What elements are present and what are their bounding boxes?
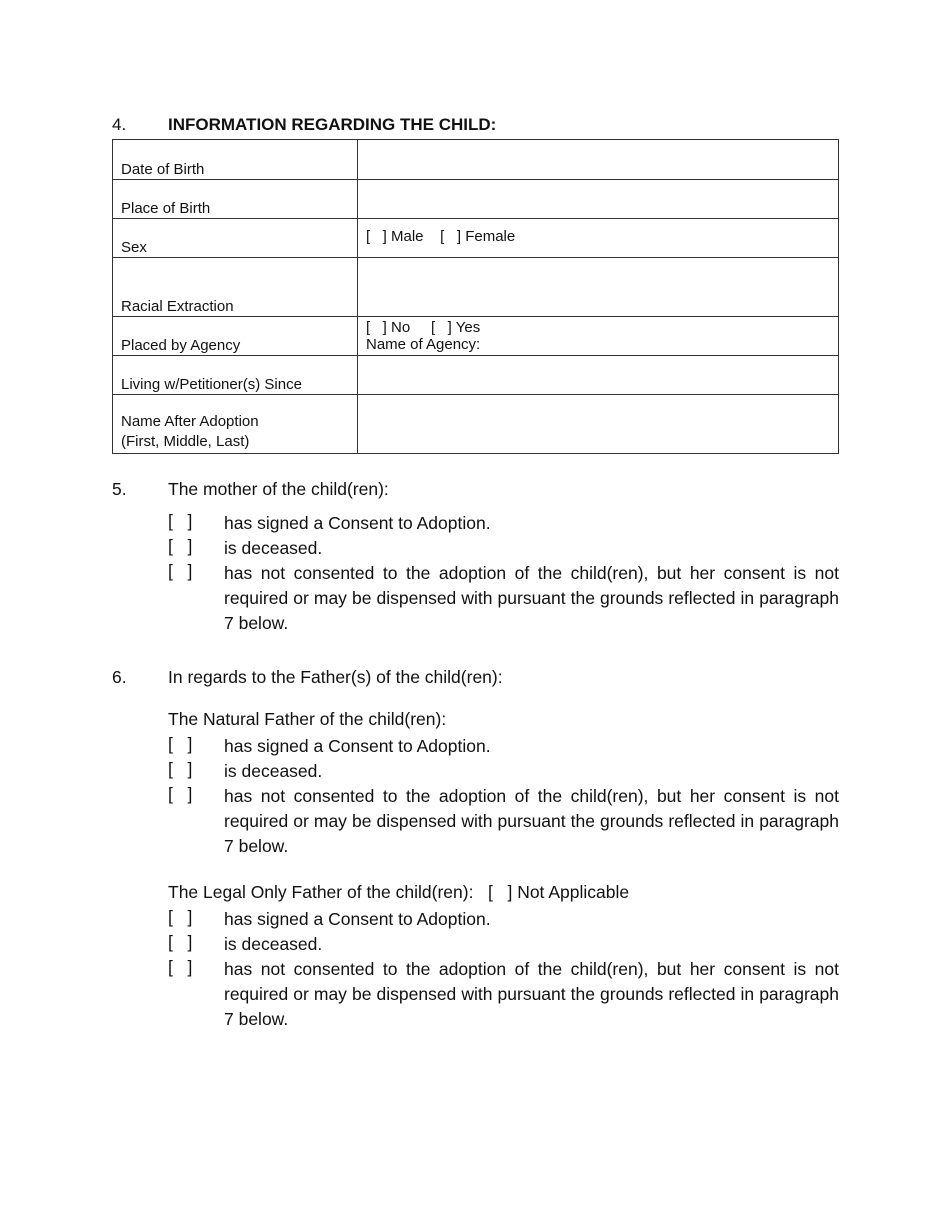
- living-since-field[interactable]: [358, 356, 839, 395]
- table-row: [113, 219, 839, 258]
- checkbox[interactable]: [ ]: [168, 561, 193, 581]
- table-row: [113, 395, 839, 454]
- checkbox[interactable]: [ ]: [168, 536, 193, 556]
- natural-father-heading: The Natural Father of the child(ren):: [168, 709, 447, 729]
- item-text: is deceased.: [224, 934, 323, 954]
- agency-options: [ ] No [ ] Yes: [366, 319, 481, 336]
- item-text: has not consented to the adoption of the child(ren), but her consent is not required or may be dispensed with pursuant the grounds reflected in paragraph 7 below.: [224, 563, 839, 633]
- item-text: is deceased.: [224, 538, 323, 558]
- name-after-adoption-field[interactable]: [358, 395, 839, 454]
- table-row: [113, 356, 839, 395]
- checkbox[interactable]: [ ]: [168, 734, 193, 754]
- section-number: 4.: [112, 115, 127, 134]
- section-6-number: 6.: [112, 667, 127, 687]
- item-text: is deceased.: [224, 761, 323, 781]
- checkbox[interactable]: [ ]: [168, 759, 193, 779]
- row-label: Placed by Agency: [113, 317, 358, 356]
- item-text: has signed a Consent to Adoption.: [224, 909, 491, 929]
- sex-field[interactable]: [358, 219, 839, 258]
- row-label: Racial Extraction: [113, 258, 358, 317]
- table-row: [113, 258, 839, 317]
- item-text: has not consented to the adoption of the child(ren), but her consent is not required or may be dispensed with pursuant the grounds reflected in paragraph 7 below.: [224, 786, 839, 856]
- row-label-line: Name After Adoption: [121, 413, 259, 430]
- table-row: [113, 317, 839, 356]
- row-label-line: (First, Middle, Last): [121, 433, 250, 450]
- item-text: has signed a Consent to Adoption.: [224, 736, 491, 756]
- row-label: Living w/Petitioner(s) Since: [113, 356, 358, 395]
- child-info-table: [112, 139, 839, 454]
- agency-name-label: Name of Agency:: [366, 336, 481, 353]
- checkbox[interactable]: [ ]: [168, 784, 193, 804]
- checkbox[interactable]: [ ]: [168, 957, 193, 977]
- item-text: has signed a Consent to Adoption.: [224, 513, 491, 533]
- place-of-birth-field[interactable]: [358, 180, 839, 219]
- section-5-intro: The mother of the child(ren):: [168, 479, 389, 499]
- row-label: Place of Birth: [113, 180, 358, 219]
- row-label: Date of Birth: [113, 140, 358, 180]
- section-5-number: 5.: [112, 479, 127, 499]
- sex-options: [ ] Male [ ] Female: [366, 228, 516, 245]
- section-title: INFORMATION REGARDING THE CHILD:: [168, 115, 497, 134]
- row-label: [113, 395, 358, 454]
- racial-extraction-field[interactable]: [358, 258, 839, 317]
- checkbox[interactable]: [ ]: [168, 932, 193, 952]
- table-row: [113, 140, 839, 180]
- placed-by-agency-field[interactable]: [358, 317, 839, 356]
- row-label: Sex: [113, 219, 358, 258]
- item-text: has not consented to the adoption of the child(ren), but her consent is not required or may be dispensed with pursuant the grounds reflected in paragraph 7 below.: [224, 959, 839, 1029]
- checkbox[interactable]: [ ]: [168, 511, 193, 531]
- section-6-intro: In regards to the Father(s) of the child(ren):: [168, 667, 503, 687]
- table-row: [113, 180, 839, 219]
- checkbox[interactable]: [ ]: [168, 907, 193, 927]
- legal-father-heading: The Legal Only Father of the child(ren): [ ] Not Applicable: [168, 882, 630, 902]
- date-of-birth-field[interactable]: [358, 140, 839, 180]
